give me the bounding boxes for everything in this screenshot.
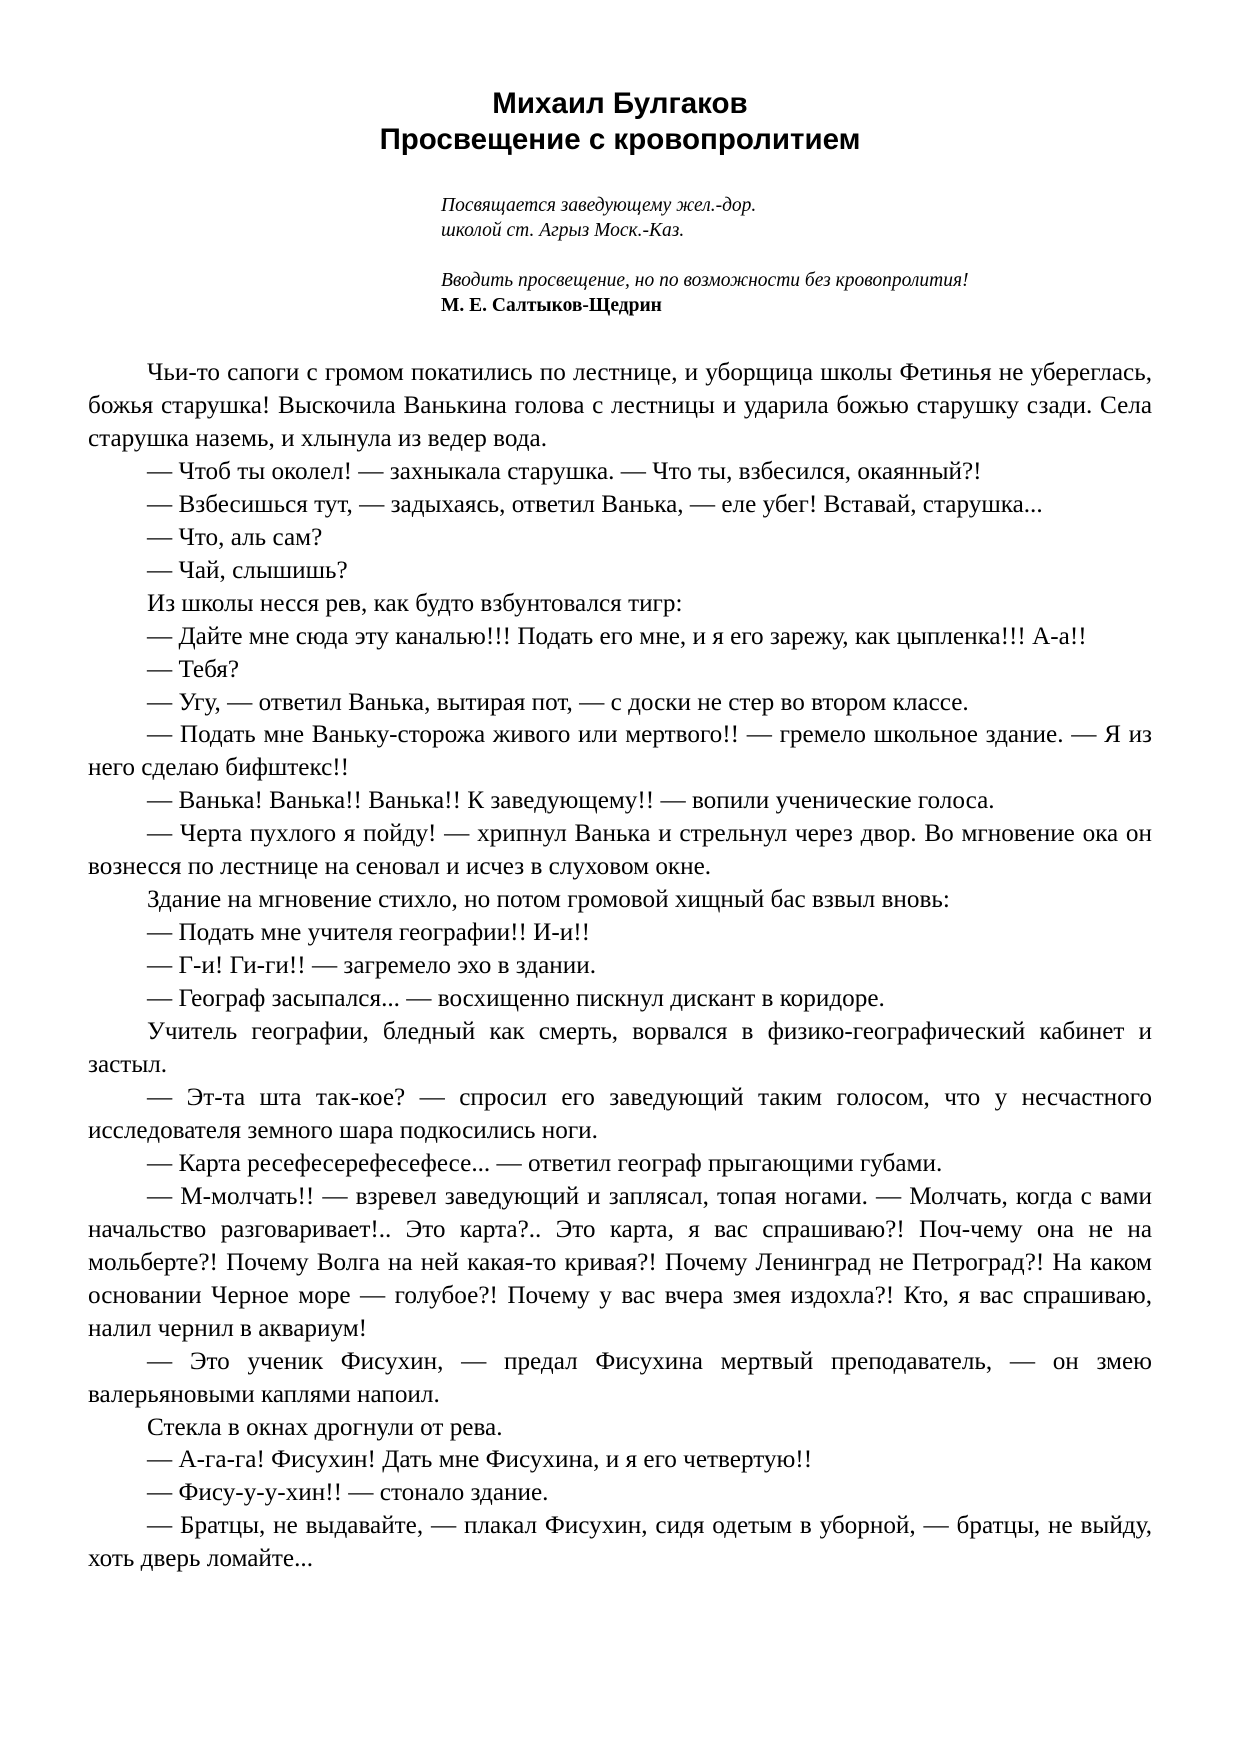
paragraph: — Черта пухлого я пойду! — хрипнул Ванька и стрельнул через двор. Во мгновение ока он вознесся по лестнице на сеновал и исчез в слуховом окне. <box>88 820 1152 881</box>
paragraph: — Подать мне учителя географии!! И-и!! <box>147 919 591 947</box>
paragraph: Чьи-то сапоги с громом покатились по лестнице, и уборщица школы Фетинья не убереглась, божья старушка! Выскочила Ванькина голова с лестницы и ударила божью старушку сзади. Села старушка наземь, и хлынула из ведер вода. <box>88 359 1152 452</box>
paragraph: — М-молчать!! — взревел заведующий и заплясал, топая ногами. — Молчать, когда с вами начальство разговаривает!.. Это карта?.. Это карта, я вас спрашиваю?! Поч-чему она не на мольберте?! Почему Волга на ней какая-то кривая?! Почему Ленинград не Петроград?! На каком основании Черное море — голубое?! Почему у вас вчера змея издохла?! Кто, я вас спрашиваю, налил чернил в аквариум! <box>88 1182 1152 1342</box>
paragraph: — Г-и! Ги-ги!! — загремело эхо в здании. <box>147 952 597 980</box>
epigraph-author: М. Е. Салтыков-Щедрин <box>441 295 662 316</box>
paragraph: Стекла в окнах дрогнули от рева. <box>147 1413 503 1441</box>
paragraph: Здание на мгновение стихло, но потом громовой хищный бас взвыл вновь: <box>147 886 950 914</box>
paragraph: Из школы несся рев, как будто взбунтовался тигр: <box>147 589 683 617</box>
paragraph: — Карта ресефесерефесефесе... — ответил географ прыгающими губами. <box>147 1149 943 1177</box>
title-block <box>88 86 1152 158</box>
paragraph: — Это ученик Фисухин, — предал Фисухина мертвый преподаватель, — он змею валерьяновыми каплями напоил. <box>88 1347 1152 1408</box>
paragraph: — Фису-у-у-хин!! — стонало здание. <box>147 1479 549 1507</box>
paragraph: — Что, аль сам? <box>147 523 323 551</box>
paragraph: — А-га-га! Фисухин! Дать мне Фисухина, и я его четвертую!! <box>147 1446 813 1474</box>
work-title: Просвещение с кровопролитием <box>379 123 861 156</box>
epigraph-quote: Вводить просвещение, но по возможности без кровопролития! <box>441 270 969 291</box>
paragraph: — Тебя? <box>147 655 240 683</box>
dedication-line: Посвящается заведующему жел.-дор. <box>441 195 757 216</box>
dedication-line: школой ст. Агрыз Моск.-Каз. <box>441 220 685 241</box>
paragraph: — Подать мне Ваньку-сторожа живого или мертвого!! — гремело школьное здание. — Я из него сделаю бифштекс!! <box>88 721 1152 782</box>
author-name: Михаил Булгаков <box>492 87 748 120</box>
paragraph: — Угу, — ответил Ванька, вытирая пот, — с доски не стер во втором классе. <box>147 688 969 716</box>
paragraph: — Дайте мне сюда эту каналью!!! Подать его мне, и я его зарежу, как цыпленка!!! А-а!! <box>147 622 1087 650</box>
paragraph: — Географ засыпался... — восхищенно пискнул дискант в коридоре. <box>147 985 885 1013</box>
body-text <box>88 357 1152 1576</box>
paragraph: — Эт-та шта так-кое? — спросил его заведующий таким голосом, что у несчастного исследователя земного шара подкосились ноги. <box>88 1083 1152 1144</box>
paragraph: — Чтоб ты околел! — захныкала старушка. — Что ты, взбесился, окаянный?! <box>147 457 982 485</box>
paragraph: Учитель географии, бледный как смерть, ворвался в физико-географический кабинет и застыл. <box>88 1018 1152 1079</box>
epigraph-spacer <box>441 243 1141 268</box>
paragraph: — Ванька! Ванька!! Ванька!! К заведующему!! — вопили ученические голоса. <box>147 787 995 815</box>
paragraph: — Взбесишься тут, — задыхаясь, ответил Ванька, — еле убег! Вставай, старушка... <box>147 490 1043 518</box>
epigraph <box>441 193 1141 318</box>
paragraph: — Чай, слышишь? <box>147 556 348 584</box>
paragraph: — Братцы, не выдавайте, — плакал Фисухин, сидя одетым в уборной, — братцы, не выйду, хоть дверь ломайте... <box>88 1512 1152 1573</box>
